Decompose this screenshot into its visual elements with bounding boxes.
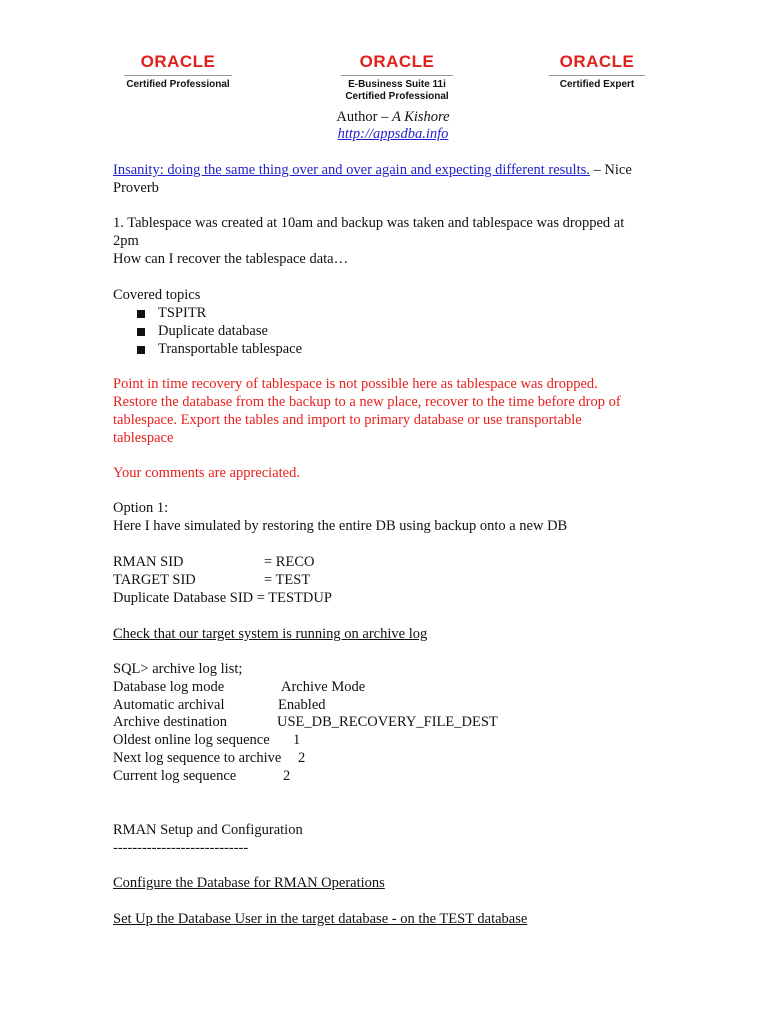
sql-command: SQL> archive log list; <box>113 661 243 677</box>
rman-setup-title: RMAN Setup and Configuration <box>113 822 303 838</box>
answer-line-4: tablespace <box>113 430 174 446</box>
oracle-ebs-certified-professional-logo <box>333 52 461 103</box>
oracle-logo-text: ORACLE <box>359 52 435 71</box>
quote-source: Proverb <box>113 180 159 196</box>
topic-item: TSPITR <box>158 305 207 321</box>
comments-note: Your comments are appreciated. <box>113 465 300 481</box>
archive-row-label: Automatic archival <box>113 697 225 713</box>
archive-row-label: Archive destination <box>113 714 227 730</box>
archive-row-label: Oldest online log sequence <box>113 732 270 748</box>
logo-divider <box>341 75 453 76</box>
logo-caption: Certified Expert <box>559 79 635 90</box>
square-bullet-icon <box>137 328 145 336</box>
square-bullet-icon <box>137 310 145 318</box>
quote-suffix: – Nice <box>589 162 632 178</box>
configure-db-heading: Configure the Database for RMAN Operations <box>113 875 385 891</box>
logo-divider <box>549 75 645 76</box>
author-line <box>0 108 768 126</box>
author-url-link[interactable]: http://appsdba.info <box>337 126 449 142</box>
oracle-logo-text: ORACLE <box>140 52 216 71</box>
archive-row-value: 2 <box>298 750 306 766</box>
question-line-3: How can I recover the tablespace data… <box>113 251 349 267</box>
sid-row-value: = TEST <box>264 572 311 588</box>
sid-row-label: Duplicate Database SID = TESTDUP <box>113 590 332 606</box>
sid-row-value: = RECO <box>264 554 315 570</box>
question-line-1: 1. Tablespace was created at 10am and backup was taken and tablespace was dropped at <box>113 215 625 231</box>
archive-row-value: Archive Mode <box>281 679 366 695</box>
option-title: Option 1: <box>113 500 169 516</box>
answer-line-3: tablespace. Export the tables and import to primary database or use transportable <box>113 412 582 428</box>
topic-item: Transportable tablespace <box>158 341 303 357</box>
setup-user-heading: Set Up the Database User in the target database - on the TEST database <box>113 911 528 927</box>
answer-line-2: Restore the database from the backup to a new place, recover to the time before drop of <box>113 394 621 410</box>
logo-caption: E-Business Suite 11i <box>348 79 446 90</box>
logo-caption: Certified Professional <box>126 79 230 90</box>
archive-row-value: USE_DB_RECOVERY_FILE_DEST <box>277 714 498 730</box>
sid-row-label: RMAN SID <box>113 554 184 570</box>
topics-heading: Covered topics <box>113 287 201 303</box>
topic-item: Duplicate database <box>158 323 268 339</box>
oracle-certified-professional-logo <box>120 52 236 91</box>
option-description: Here I have simulated by restoring the entire DB using backup onto a new DB <box>113 518 568 534</box>
oracle-logo-text: ORACLE <box>559 52 635 71</box>
check-archive-heading: Check that our target system is running on archive log <box>113 626 428 642</box>
archive-row-value: Enabled <box>278 697 326 713</box>
square-bullet-icon <box>137 346 145 354</box>
author-url-line <box>0 125 768 143</box>
quote-line <box>113 161 632 179</box>
author-prefix: Author – <box>336 109 392 125</box>
archive-row-label: Next log sequence to archive <box>113 750 282 766</box>
author-name: A Kishore <box>391 109 450 125</box>
answer-line-1: Point in time recovery of tablespace is not possible here as tablespace was dropped. <box>113 376 598 392</box>
archive-row-value: 1 <box>293 732 301 748</box>
quote-link[interactable]: Insanity: doing the same thing over and over again and expecting different results. <box>113 162 590 178</box>
oracle-certified-expert-logo <box>542 52 652 91</box>
sid-row-label: TARGET SID <box>113 572 196 588</box>
logo-caption-2: Certified Professional <box>345 91 449 102</box>
question-line-2: 2pm <box>113 233 139 249</box>
rman-setup-divider: ---------------------------- <box>113 840 249 856</box>
archive-row-label: Database log mode <box>113 679 225 695</box>
archive-row-label: Current log sequence <box>113 768 237 784</box>
logo-divider <box>124 75 232 76</box>
archive-row-value: 2 <box>283 768 291 784</box>
